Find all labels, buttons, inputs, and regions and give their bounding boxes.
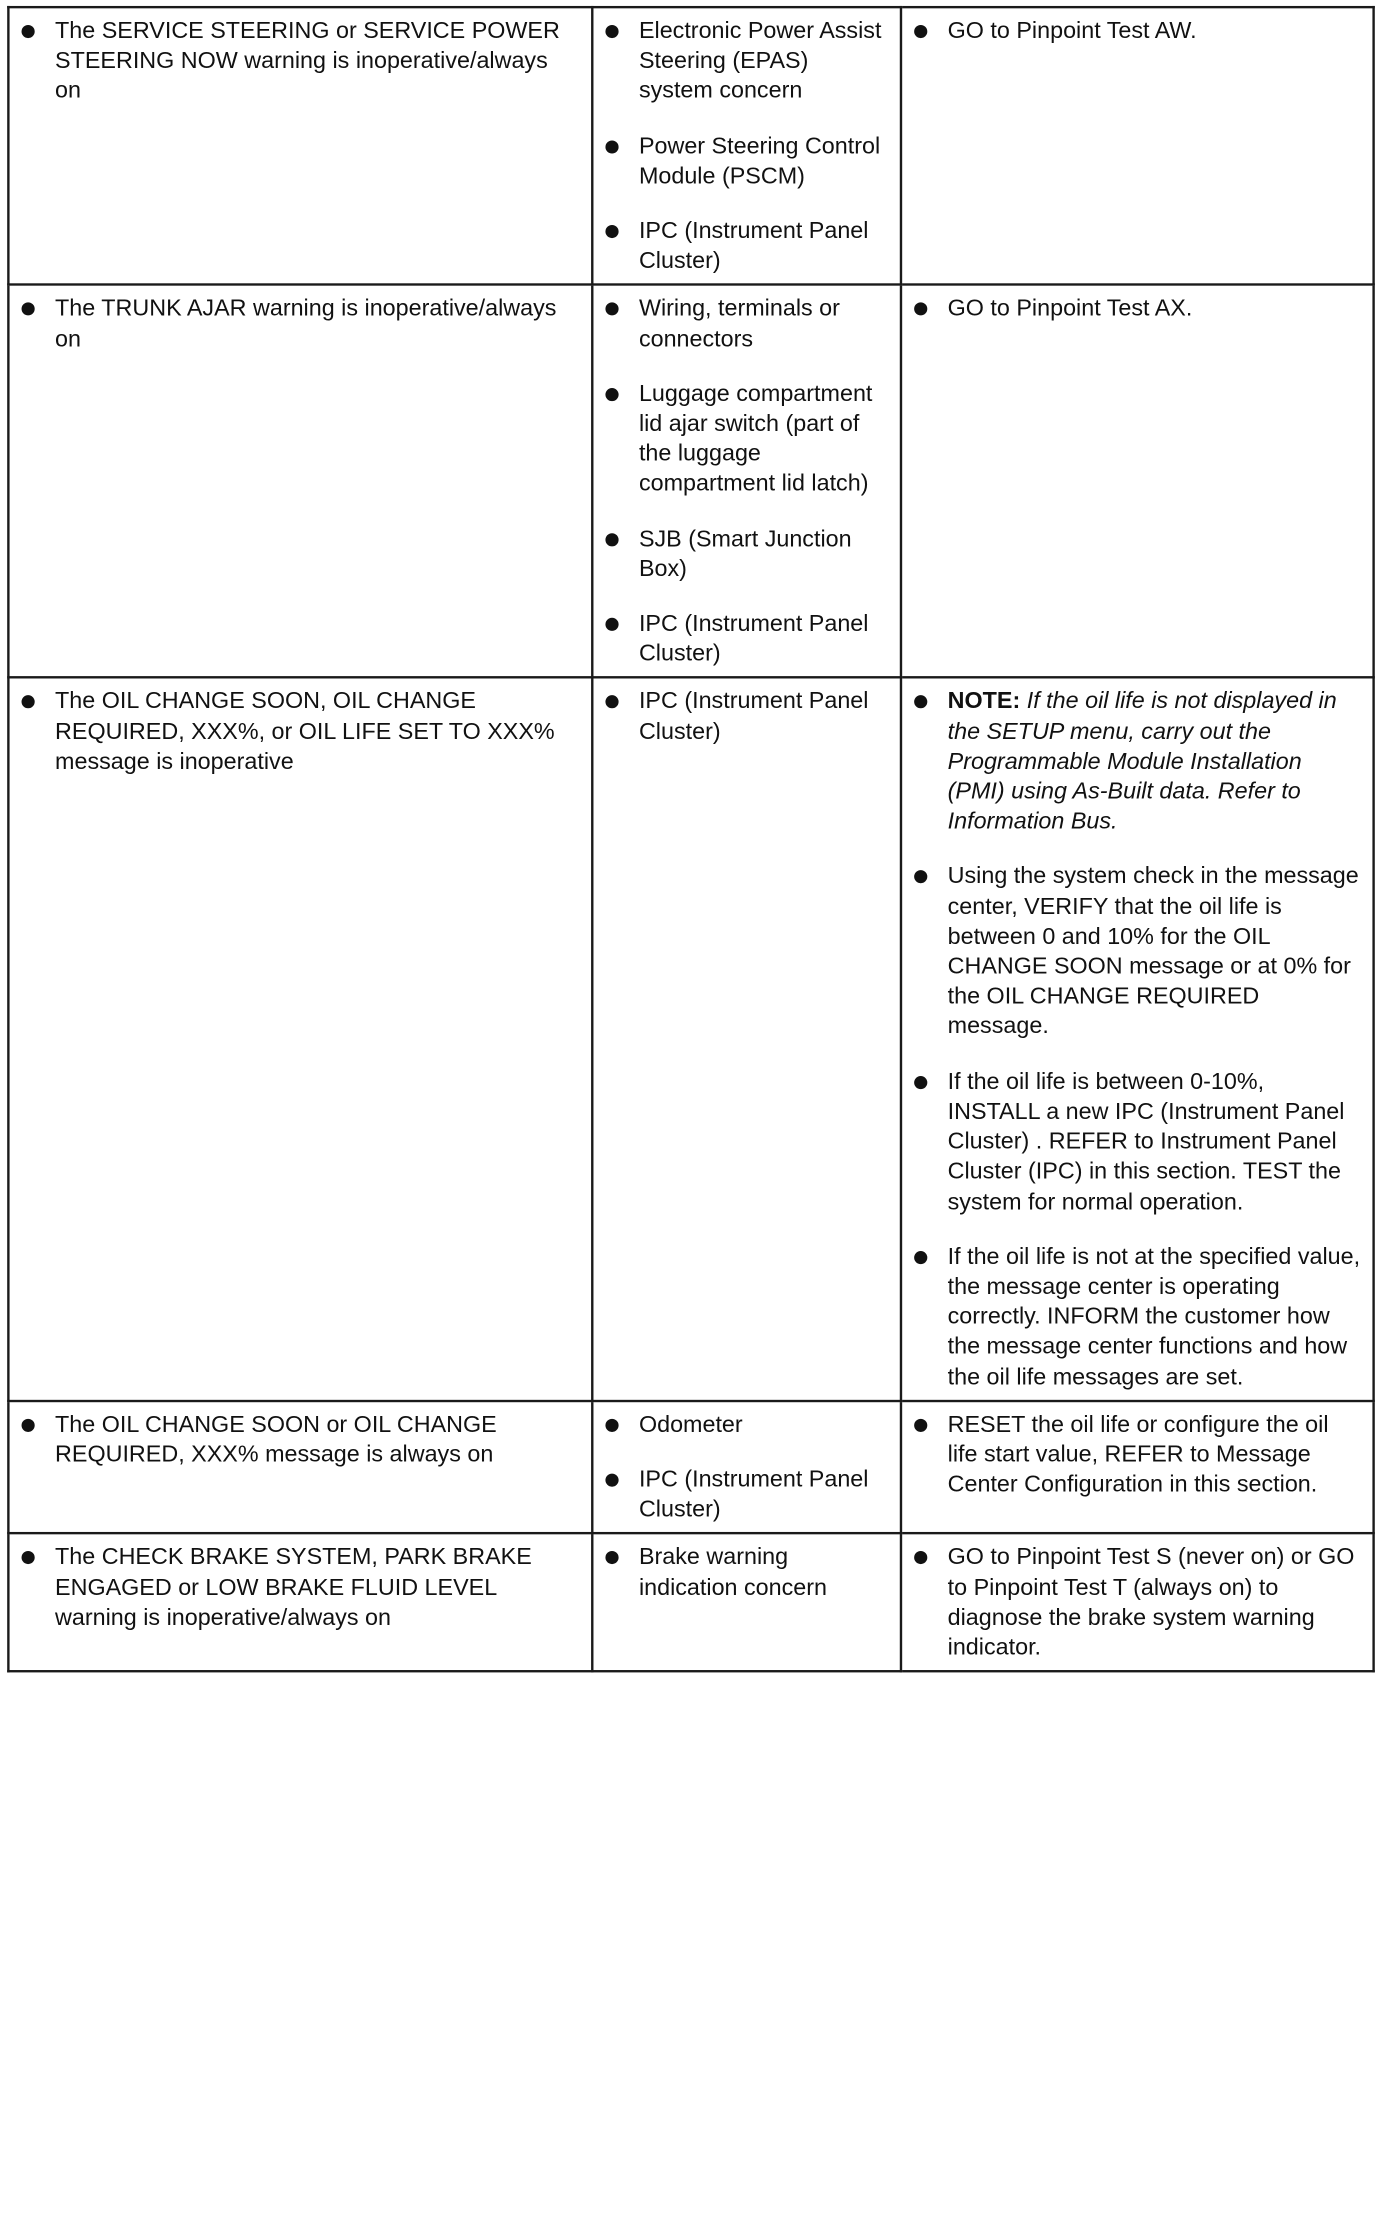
- list-item: [605, 525, 887, 585]
- list-item: [605, 17, 887, 107]
- bullet-icon: [22, 1419, 35, 1432]
- table-row: [8, 7, 1373, 285]
- bullet-icon: [605, 225, 618, 238]
- action-cell: [901, 7, 1374, 285]
- list-item: [914, 1543, 1360, 1663]
- list-item: [22, 687, 580, 777]
- list-item: [914, 1410, 1360, 1500]
- symptom-cell: [8, 285, 592, 678]
- list-item: [605, 217, 887, 277]
- list-item: [605, 295, 887, 355]
- list-item: [914, 295, 1360, 325]
- action-text: GO to Pinpoint Test S (never on) or GO to Pinpoint Test T (always on) to diagnose the brake system warning indicator.: [947, 1544, 1355, 1661]
- possible-sources-cell: [592, 7, 901, 285]
- bullet-icon: [914, 696, 927, 709]
- note-text: If the oil life is not displayed in the SETUP menu, carry out the Programmable Module Installation (PMI) using As-Built data. Refer to Information Bus.: [947, 688, 1337, 835]
- action-text: If the oil life is between 0-10%, INSTALL a new IPC (Instrument Panel Cluster) . REFER to Instrument Panel Cluster (IPC) in this section. TEST the system for normal operation.: [947, 1068, 1345, 1215]
- action-text: GO to Pinpoint Test AW.: [947, 17, 1197, 45]
- bullet-icon: [22, 25, 35, 38]
- symptom-cell: [8, 1401, 592, 1534]
- symptom-text: The SERVICE STEERING or SERVICE POWER STEERING NOW warning is inoperative/always on: [55, 17, 560, 105]
- action-cell: [901, 1401, 1374, 1534]
- bullet-icon: [22, 1551, 35, 1564]
- list-item: [914, 17, 1360, 47]
- table-row: [8, 678, 1373, 1401]
- possible-sources-cell: [592, 285, 901, 678]
- source-text: Luggage compartment lid ajar switch (part of the luggage compartment lid latch): [638, 380, 873, 497]
- symptom-text: The TRUNK AJAR warning is inoperative/always on: [55, 295, 557, 352]
- symptom-cell: [8, 7, 592, 285]
- action-text: If the oil life is not at the specified value, the message center is operating correctly. INFORM the customer how the message center functions and how the oil life messages are set.: [947, 1243, 1361, 1390]
- bullet-icon: [914, 303, 927, 316]
- action-text: RESET the oil life or configure the oil life start value, REFER to Message Center Configuration in this section.: [947, 1411, 1329, 1498]
- bullet-icon: [605, 533, 618, 546]
- bullet-icon: [605, 140, 618, 153]
- list-item: [605, 380, 887, 500]
- source-text: IPC (Instrument Panel Cluster): [638, 688, 869, 745]
- source-text: Wiring, terminals or connectors: [638, 295, 840, 352]
- source-text: SJB (Smart Junction Box): [638, 525, 852, 582]
- bullet-icon: [22, 696, 35, 709]
- source-text: IPC (Instrument Panel Cluster): [638, 1466, 869, 1523]
- action-text: Using the system check in the message center, VERIFY that the oil life is between 0 and 10% for the OIL CHANGE SOON message or at 0% for the OIL CHANGE REQUIRED message.: [947, 863, 1359, 1040]
- action-cell: [901, 1534, 1374, 1672]
- list-item: [605, 1410, 887, 1440]
- action-text: GO to Pinpoint Test AX.: [947, 295, 1193, 322]
- symptom-text: The CHECK BRAKE SYSTEM, PARK BRAKE ENGAGED or LOW BRAKE FLUID LEVEL warning is inoperative/always on: [55, 1544, 532, 1631]
- list-item: [914, 1242, 1360, 1392]
- bullet-icon: [914, 25, 927, 38]
- action-cell: [901, 678, 1374, 1401]
- list-item: [22, 1410, 580, 1470]
- bullet-icon: [914, 1551, 927, 1564]
- possible-sources-cell: [592, 1534, 901, 1672]
- list-item: [605, 132, 887, 192]
- bullet-icon: [914, 871, 927, 884]
- source-text: IPC (Instrument Panel Cluster): [638, 217, 869, 275]
- bullet-icon: [605, 388, 618, 401]
- bullet-icon: [605, 25, 618, 38]
- bullet-icon: [605, 696, 618, 709]
- list-item: [605, 1543, 887, 1603]
- symptom-text: The OIL CHANGE SOON or OIL CHANGE REQUIRED, XXX% message is always on: [55, 1411, 497, 1468]
- list-item: [22, 295, 580, 355]
- source-text: Odometer: [638, 1411, 743, 1438]
- table-row: [8, 1534, 1373, 1672]
- symptom-cell: [8, 1534, 592, 1672]
- source-text: Electronic Power Assist Steering (EPAS) system concern: [638, 17, 882, 105]
- list-item: [914, 1067, 1360, 1217]
- symptom-cell: [8, 678, 592, 1401]
- table-row: [8, 285, 1373, 678]
- list-item: [605, 610, 887, 670]
- action-cell: [901, 285, 1374, 678]
- table-row: [8, 1401, 1373, 1534]
- bullet-icon: [914, 1251, 927, 1264]
- possible-sources-cell: [592, 1401, 901, 1534]
- bullet-icon: [605, 303, 618, 316]
- list-item: [22, 1543, 580, 1633]
- symptom-chart-table: [7, 6, 1375, 1673]
- possible-sources-cell: [592, 678, 901, 1401]
- source-text: IPC (Instrument Panel Cluster): [638, 610, 869, 667]
- bullet-icon: [605, 1474, 618, 1487]
- symptom-text: The OIL CHANGE SOON, OIL CHANGE REQUIRED, XXX%, or OIL LIFE SET TO XXX% message is inoperative: [55, 688, 555, 775]
- source-text: Brake warning indication concern: [638, 1544, 828, 1601]
- note-item: [914, 687, 1360, 837]
- bullet-icon: [914, 1076, 927, 1089]
- bullet-icon: [605, 1419, 618, 1432]
- list-item: [22, 17, 580, 107]
- bullet-icon: [605, 1551, 618, 1564]
- list-item: [914, 862, 1360, 1042]
- note-label: NOTE:: [947, 688, 1021, 715]
- source-text: Power Steering Control Module (PSCM): [638, 132, 881, 190]
- list-item: [605, 1465, 887, 1525]
- list-item: [605, 687, 887, 747]
- bullet-icon: [22, 303, 35, 316]
- bullet-icon: [605, 618, 618, 631]
- bullet-icon: [914, 1419, 927, 1432]
